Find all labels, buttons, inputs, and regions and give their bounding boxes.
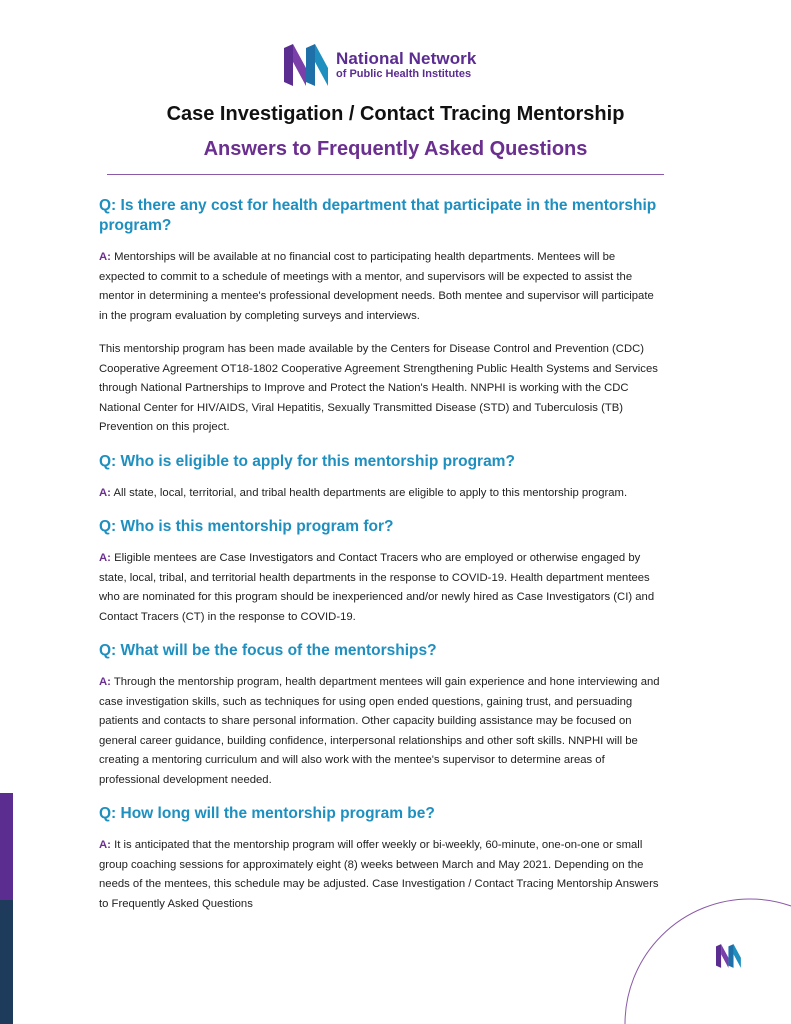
- side-accent-navy: [0, 900, 13, 1024]
- logo-line-1: National Network: [336, 49, 477, 68]
- logo-line-2: of Public Health Institutes: [336, 68, 472, 80]
- nnphi-logo-icon: [284, 44, 330, 86]
- header-divider: [107, 174, 664, 175]
- side-accent-purple: [0, 793, 13, 900]
- nnphi-small-logo-icon: [716, 944, 742, 968]
- answer-text: Eligible mentees are Case Investigators and Contact Tracers who are employed or otherwise engaged by state, local, tribal, and territorial health departments in the response to COVID-19. Health department mentees who are nominated for this program should be inexperienced and/or newly hired as Case Investigators (CI) and Contact Tracers (CT) in the response to COVID-19.: [99, 552, 655, 623]
- faq-question-5: Q: How long will the mentorship program be?: [99, 805, 435, 822]
- answer-text: Mentorships will be available at no financial cost to participating health departments. Mentees will be expected to commit to a schedule of meetings with a mentor, and supervisors will be expected to assist the mentor in determining a mentee's professional development needs. Both mentee and supervisor will participate in the program evaluation by completing surveys and interviews.: [99, 251, 654, 322]
- faq-answer-1-extra: This mentorship program has been made available by the Centers for Disease Control and Prevention (CDC) Cooperative Agreement OT18-1802 Cooperative Agreement Strengthening Public Health Systems and Services through National Partnerships to Improve and Protect the Nation's Health. NNPHI is working with the CDC National Center for HIV/AIDS, Viral Hepatitis, Sexually Transmitted Disease (STD) and Tuberculosis (TB) Prevention on this project.: [99, 343, 658, 433]
- faq-answer-4: [99, 673, 661, 790]
- faq-answer-1: [99, 248, 661, 326]
- page-subtitle: Answers to Frequently Asked Questions: [203, 138, 588, 160]
- answer-text: All state, local, territorial, and tribal health departments are eligible to apply to this mentorship program.: [113, 486, 628, 499]
- faq-answer-5: [99, 836, 661, 914]
- corner-arc-decoration: [620, 890, 791, 1024]
- answer-label: A:: [99, 676, 111, 688]
- faq-question-2: Q: Who is eligible to apply for this mentorship program?: [99, 452, 515, 470]
- answer-text: It is anticipated that the mentorship program will offer weekly or bi-weekly, 60-minute, one-on-one or small group coaching sessions for approximately eight (8) weeks between March and May 2021. Depending on the needs of the mentees, this schedule may be adjusted. Case Investigation / Contact Tracing Mentorship Answers to Frequently Asked Questions: [99, 839, 659, 910]
- answer-label: A:: [99, 486, 111, 499]
- faq-content: [99, 196, 661, 928]
- answer-text: Through the mentorship program, health department mentees will gain experience and hone interviewing and case investigation skills, such as techniques for using open ended questions, gaining trust, and persuading patients and contacts to share personal information. Other capacity building assistance may be focused on general career guidance, building confidence, interpersonal relationships and other soft skills. NNPHI will be creating a mentoring curriculum and will also work with the mentee's supervisor to determine areas of professional development needed.: [99, 676, 660, 786]
- faq-answer-3: [99, 549, 661, 627]
- faq-answer-2: [99, 484, 661, 504]
- answer-label: A:: [99, 552, 111, 564]
- nnphi-logo: [284, 44, 476, 86]
- faq-question-1: Q: Is there any cost for health department that participate in the mentorship program?: [99, 197, 657, 234]
- answer-label: A:: [99, 839, 111, 851]
- faq-question-4: Q: What will be the focus of the mentorships?: [99, 642, 437, 659]
- answer-label: A:: [99, 251, 111, 263]
- faq-question-3: Q: Who is this mentorship program for?: [99, 518, 394, 535]
- page-title: Case Investigation / Contact Tracing Mentorship: [166, 103, 625, 125]
